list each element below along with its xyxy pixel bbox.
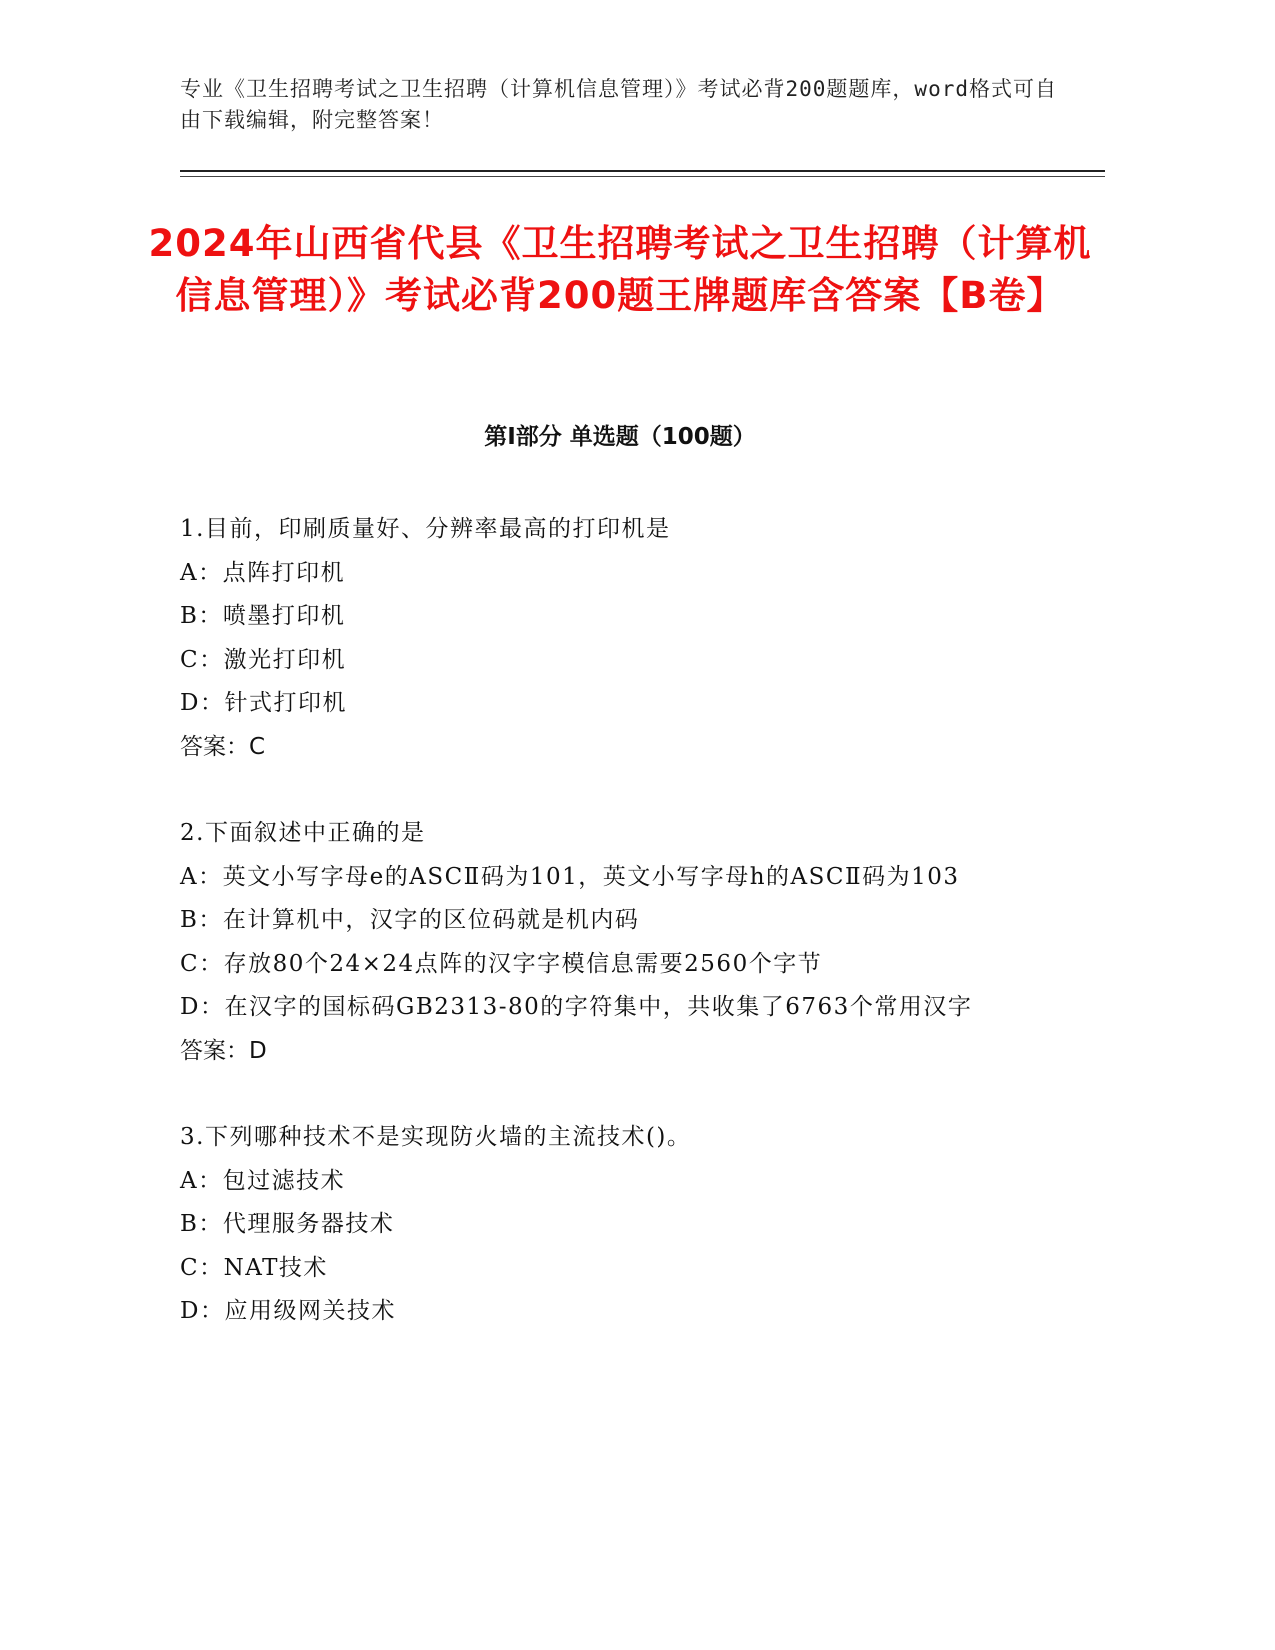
document-title: 2024年山西省代县《卫生招聘考试之卫生招聘（计算机信息管理）》考试必背200题王牌题库含答案【B卷】 <box>148 222 1092 317</box>
option-a: A：英文小写字母e的ASCⅡ码为101，英文小写字母h的ASCⅡ码为103 <box>180 863 960 890</box>
option-b: B：喷墨打印机 <box>180 603 346 629</box>
option-a: A：包过滤技术 <box>180 1167 346 1194</box>
question-2 <box>180 812 1040 1073</box>
question-stem: 1.目前，印刷质量好、分辨率最高的打印机是 <box>180 516 671 542</box>
question-1 <box>180 508 1040 769</box>
option-c: C：存放80个24×24点阵的汉字字模信息需要2560个字节 <box>180 950 823 977</box>
option-d: D：针式打印机 <box>180 690 347 716</box>
question-stem: 3.下列哪种技术不是实现防火墙的主流技术()。 <box>180 1124 692 1150</box>
option-d: D：在汉字的国标码GB2313-80的字符集中，共收集了6763个常用汉字 <box>180 994 973 1020</box>
option-c: C：激光打印机 <box>180 646 347 673</box>
question-stem: 2.下面叙述中正确的是 <box>180 820 426 846</box>
option-c: C：NAT技术 <box>180 1254 328 1281</box>
header-divider-thick <box>180 170 1105 172</box>
answer: 答案：D <box>180 1037 267 1064</box>
option-b: B：在计算机中，汉字的区位码就是机内码 <box>180 907 640 933</box>
option-d: D：应用级网关技术 <box>180 1298 396 1324</box>
option-b: B：代理服务器技术 <box>180 1211 395 1237</box>
answer: 答案：C <box>180 733 266 760</box>
question-list <box>180 508 1040 1377</box>
header-note: 专业《卫生招聘考试之卫生招聘（计算机信息管理）》考试必背200题题库，word格式可自由下载编辑，附完整答案！ <box>180 77 1057 132</box>
question-3 <box>180 1116 1040 1334</box>
option-a: A：点阵打印机 <box>180 559 346 586</box>
section-title: 第Ⅰ部分 单选题（100题） <box>484 424 756 450</box>
header-divider-thin <box>180 176 1105 177</box>
